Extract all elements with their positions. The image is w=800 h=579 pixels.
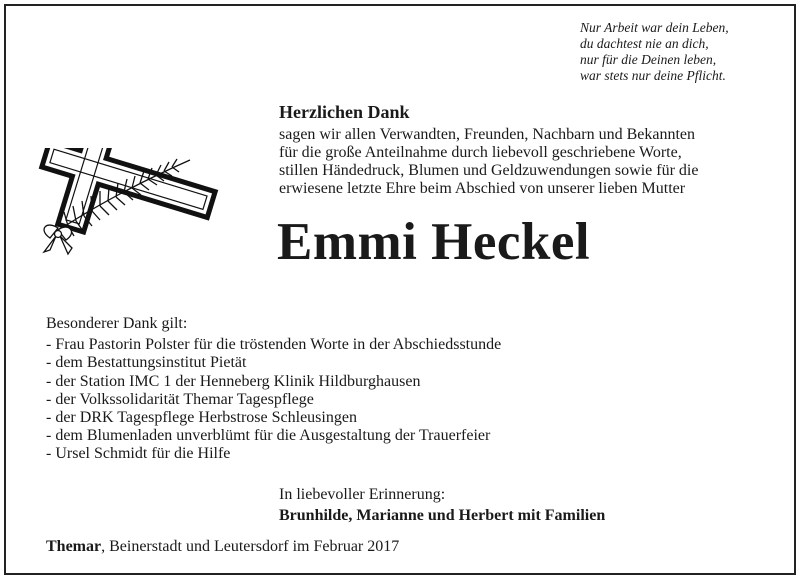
place-date-line [46, 538, 399, 556]
list-item: - dem Blumenladen unverblümt für die Ausgestaltung der Trauerfeier [46, 427, 491, 445]
list-item: - dem Bestattungsinstitut Pietät [46, 354, 247, 372]
intro-line: stillen Händedruck, Blumen und Geldzuwendungen sowie für die [279, 162, 699, 179]
place-name: Themar [46, 538, 102, 555]
list-item: - Frau Pastorin Polster für die tröstenden Worte in der Abschiedsstunde [46, 336, 502, 354]
intro-line: sagen wir allen Verwandten, Freunden, Nachbarn und Bekannten [279, 126, 696, 143]
list-item: - der DRK Tagespflege Herbstrose Schleusingen [46, 409, 357, 427]
intro-line: erwiesene letzte Ehre beim Abschied von unserer lieben Mutter [279, 180, 686, 197]
list-item: - Ursel Schmidt für die Hilfe [46, 445, 231, 463]
signers: Brunhilde, Marianne und Herbert mit Familien [279, 507, 606, 524]
poem-line: Nur Arbeit war dein Leben, [580, 20, 729, 35]
special-thanks-list [46, 315, 501, 464]
list-item: - der Volkssolidarität Themar Tagespflege [46, 390, 314, 408]
ribbon-bow [44, 225, 72, 254]
thanks-heading: Herzlichen Dank [279, 102, 410, 122]
memorial-poem [580, 20, 780, 84]
intro-paragraph [279, 126, 757, 198]
list-item: - der Station IMC 1 der Henneberg Klinik Hildburghausen [46, 372, 421, 390]
intro-line: für die große Anteilnahme durch liebevoll geschriebene Worte, [279, 144, 682, 161]
memory-line: In liebevoller Erinnerung: [279, 486, 446, 503]
special-thanks-lead: Besonderer Dank gilt: [46, 315, 188, 332]
closing-block [279, 484, 605, 526]
deceased-name: Emmi Heckel [277, 213, 591, 271]
poem-line: du dachtest nie an dich, [580, 36, 709, 51]
poem-line: war stets nur deine Pflicht. [580, 68, 726, 83]
poem-line: nur für die Deinen leben, [580, 52, 717, 67]
place-date-rest: , Beinerstadt und Leutersdorf im Februar 2017 [101, 538, 400, 555]
cross-with-palm-frond-icon [28, 148, 253, 258]
